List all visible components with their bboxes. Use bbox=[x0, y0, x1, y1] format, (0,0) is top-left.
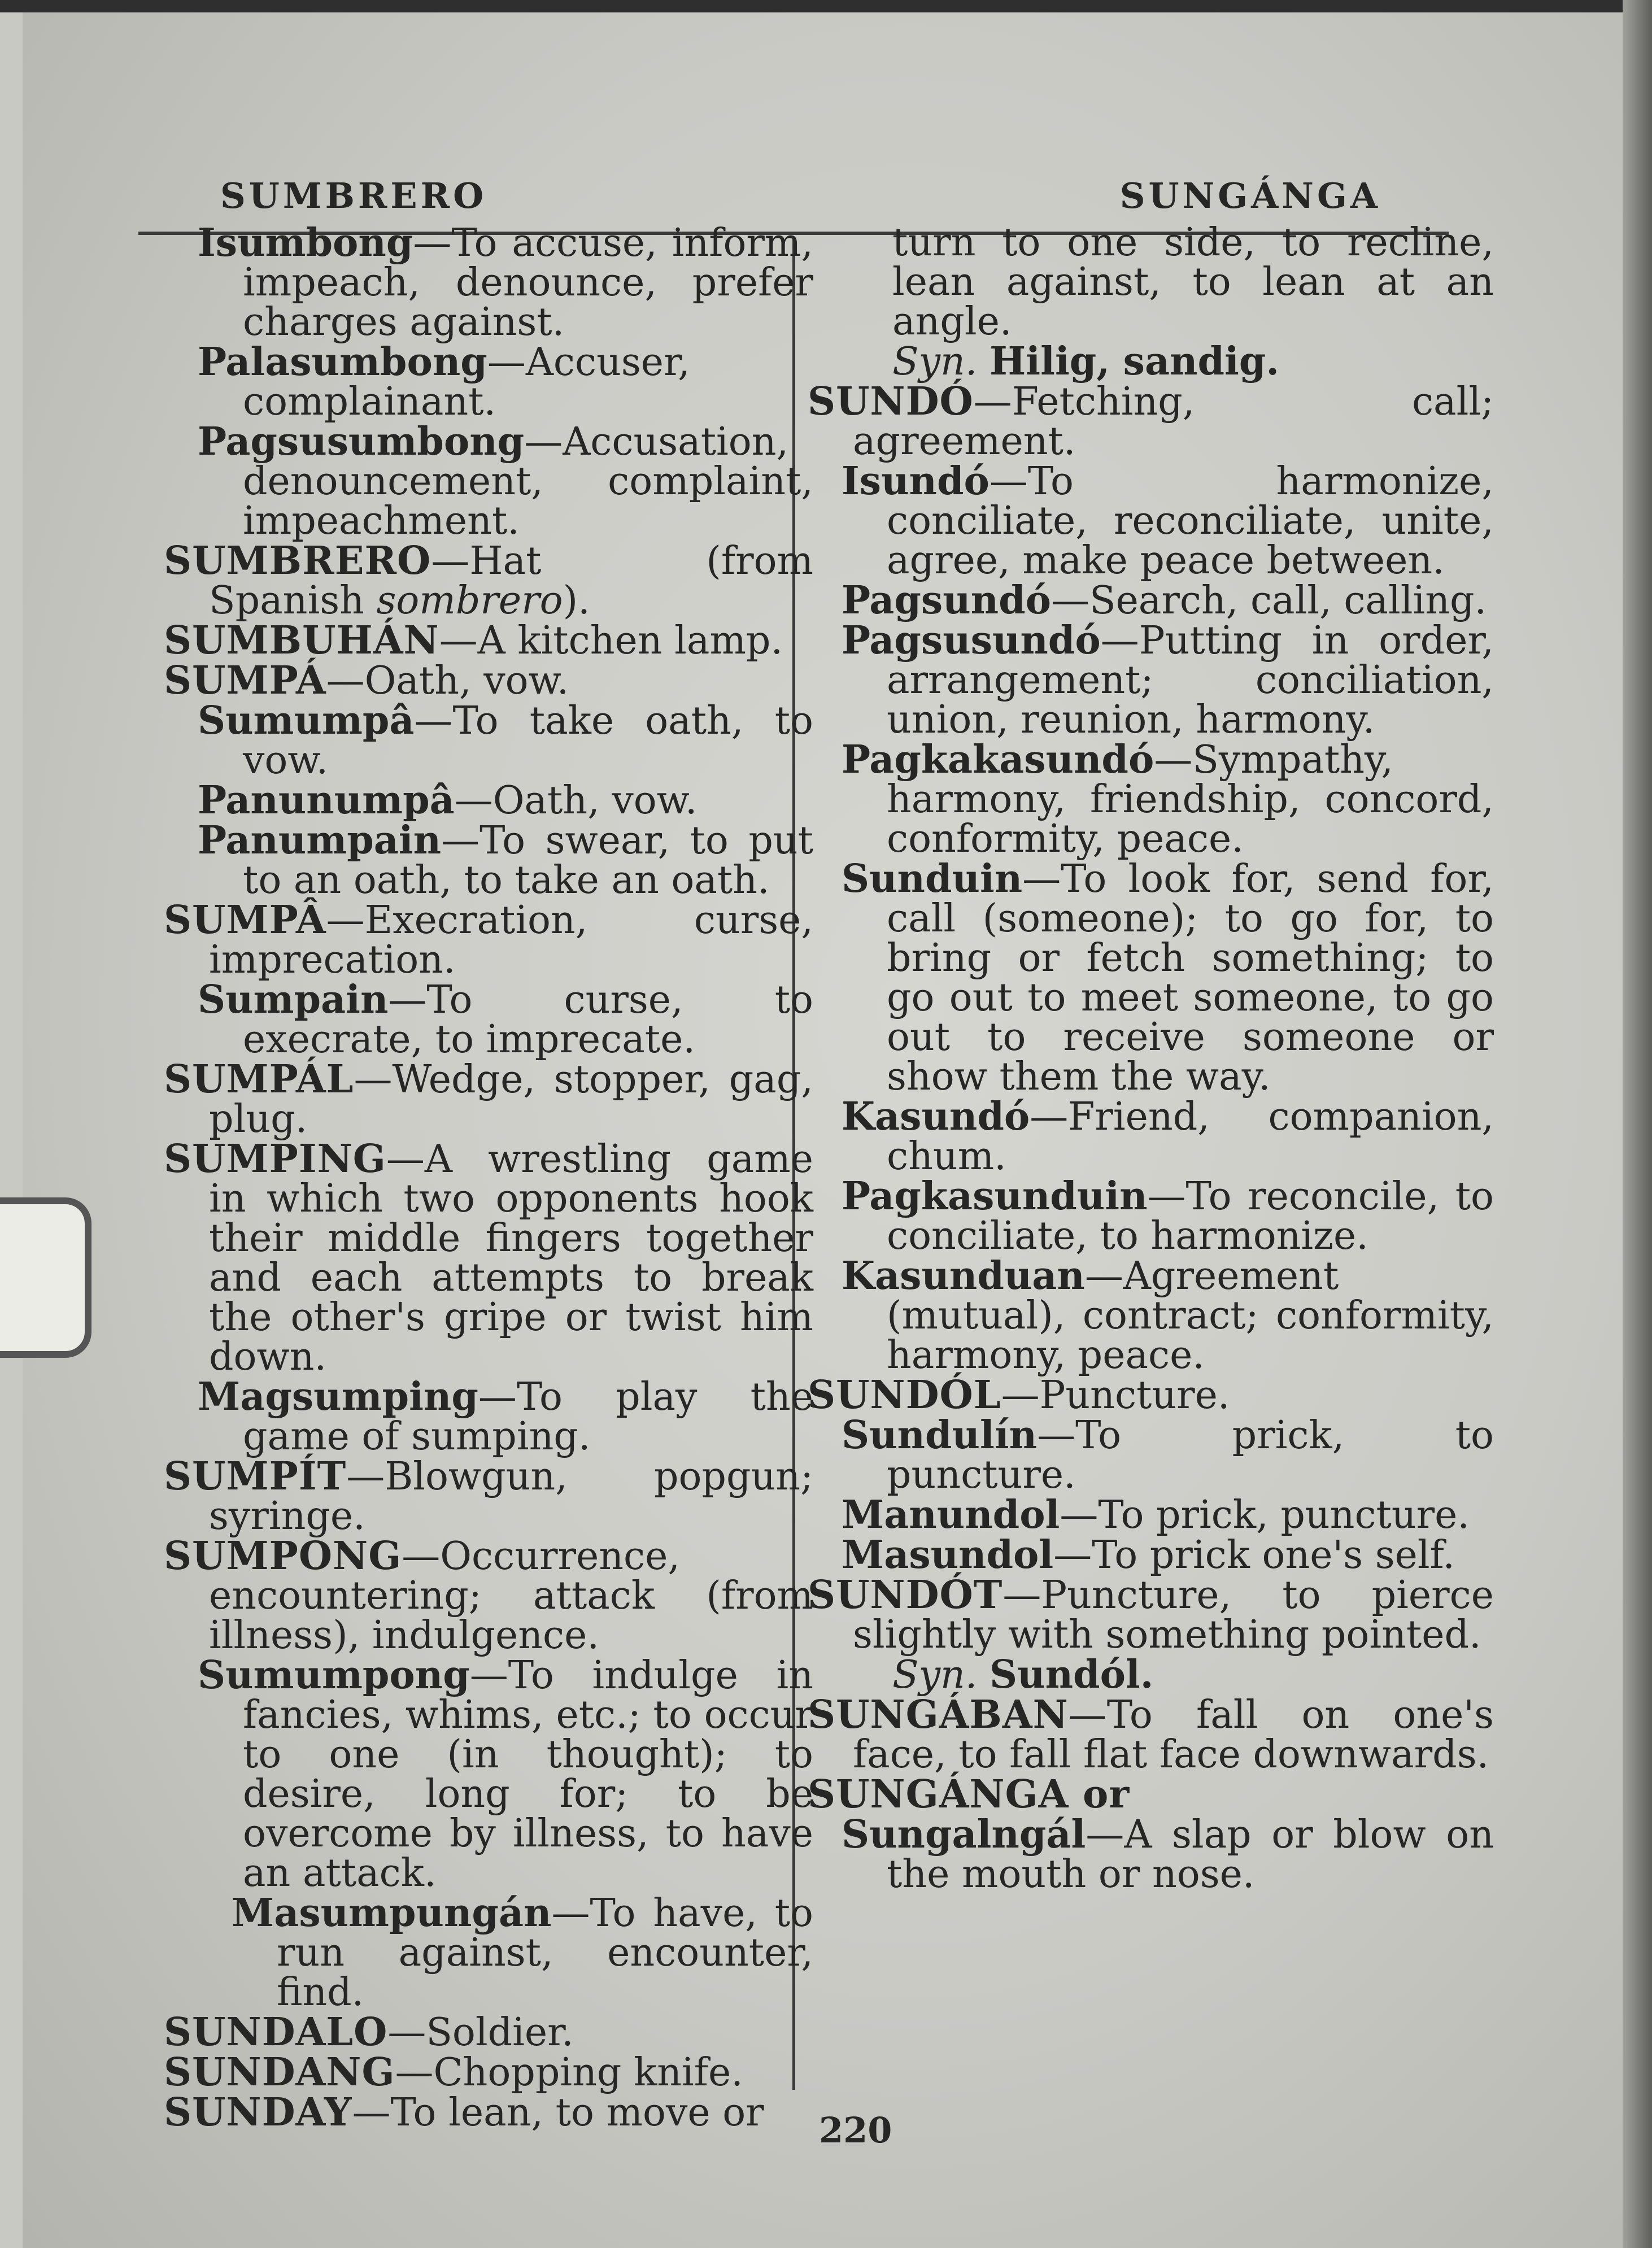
entry-definition: Oath, vow. bbox=[364, 659, 569, 703]
dictionary-entry: Magsumping—To play the game of sumping. bbox=[198, 1374, 813, 1459]
entry-definition: To fall on one's face, to fall flat face downwards. bbox=[853, 1693, 1494, 1777]
entry-headword: Sumpain bbox=[198, 977, 389, 1022]
entry-headword: Pagsundó bbox=[842, 578, 1051, 623]
entry-headword: Kasundó bbox=[842, 1094, 1030, 1139]
entry-headword: Sungalngál bbox=[842, 1812, 1086, 1857]
dictionary-entry: Masumpungán—To have, to run against, encounter, find. bbox=[232, 1890, 813, 2015]
entry-definition: Execration, curse, imprecation. bbox=[209, 898, 813, 982]
right-column bbox=[808, 220, 1494, 1897]
dictionary-entry: Sunduin—To look for, send for, call (someone); to go for, to bring or fetch something; to go out to meet someone, to go out to receive someone or show them the way. bbox=[842, 856, 1494, 1099]
entry-definition: Putting in order, arrangement; conciliation, union, reunion, harmony. bbox=[887, 618, 1494, 742]
dictionary-entry: SUNDÓL—Puncture. bbox=[808, 1373, 1230, 1418]
entry-headword: SUNDALO bbox=[164, 2010, 388, 2055]
entry-definition: Blowgun, popgun; syringe. bbox=[209, 1454, 813, 1539]
entry-headword: Masundol bbox=[842, 1532, 1054, 1578]
dictionary-entry: Panumpain—To swear, to put to an oath, to take an oath. bbox=[198, 818, 813, 903]
entry-definition: turn to one side, to recline, lean against, to lean at an angle. bbox=[892, 220, 1494, 344]
running-header-right: SUNGÁNGA bbox=[1119, 175, 1381, 216]
entry-headword: SUNGÁNGA or bbox=[808, 1772, 1130, 1817]
dictionary-entry: Sumpain—To curse, to execrate, to imprecate. bbox=[198, 977, 813, 1062]
scan-top-edge bbox=[0, 0, 1652, 12]
dictionary-entry: SUMPÂ—Execration, curse, imprecation. bbox=[164, 898, 813, 982]
dictionary-entry bbox=[808, 1772, 1494, 1817]
entry-headword: SUNDÓ bbox=[808, 379, 974, 424]
dictionary-entry: Kasunduan—Agreement (mutual), contract; conformity, harmony, peace. bbox=[842, 1253, 1494, 1378]
left-column bbox=[164, 220, 813, 2135]
entry-headword: Manundol bbox=[842, 1492, 1060, 1537]
entry-definition: Puncture, to pierce slightly with something pointed. bbox=[853, 1573, 1494, 1657]
entry-definition: To accuse, inform, impeach, denounce, prefer charges against. bbox=[243, 221, 813, 345]
entry-headword: Pagsusundó bbox=[842, 618, 1101, 663]
entry-headword: SUMPONG bbox=[164, 1533, 402, 1579]
dictionary-entry: SUNDÓ—Fetching, call; agreement. bbox=[808, 379, 1494, 464]
entry-definition: A wrestling game in which two opponents hook their middle fingers together and each attempts to break the other's gripe or twist him down. bbox=[209, 1137, 813, 1379]
entry-definition: To take oath, to vow. bbox=[243, 699, 813, 783]
dictionary-entry: SUNDÓT—Puncture, to pierce slightly with something pointed. bbox=[808, 1572, 1494, 1657]
dictionary-entry: Masundol—To prick one's self. bbox=[842, 1532, 1455, 1578]
entry-headword: Isumbong bbox=[198, 220, 413, 265]
entry-definition: Accuser, complainant. bbox=[243, 340, 690, 424]
dictionary-entry bbox=[808, 220, 1494, 344]
entry-headword: SUNDÓL bbox=[808, 1373, 1001, 1418]
entry-definition: To play the game of sumping. bbox=[243, 1375, 813, 1459]
dictionary-entry: Isundó—To harmonize, conciliate, reconciliate, unite, agree, make peace between. bbox=[842, 459, 1494, 583]
dictionary-entry: SUMPING—A wrestling game in which two opponents hook their middle fingers together and each attempts to break the other's gripe or twist him down. bbox=[164, 1136, 813, 1379]
entry-headword: Pagkakasundó bbox=[842, 737, 1154, 782]
synonym-words: Hilig, sandig. bbox=[990, 339, 1280, 384]
dictionary-entry: Pagsusumbong—Accusation, denouncement, complaint, impeachment. bbox=[198, 419, 813, 543]
dictionary-entry: SUMBRERO—Hat (from Spanish sombrero). bbox=[164, 538, 813, 623]
entry-headword: Masumpungán bbox=[232, 1890, 552, 1936]
entry-definition: Soldier. bbox=[426, 2010, 574, 2055]
dictionary-entry: SUNDANG—Chopping knife. bbox=[164, 2050, 743, 2095]
dictionary-entry: SUMPÍT—Blowgun, popgun; syringe. bbox=[164, 1454, 813, 1539]
entry-definition: To harmonize, conciliate, reconciliate, unite, agree, make peace between. bbox=[887, 459, 1494, 583]
entry-definition: Friend, companion, chum. bbox=[887, 1095, 1494, 1179]
dictionary-entry: Kasundó—Friend, companion, chum. bbox=[842, 1094, 1494, 1179]
entry-definition: To reconcile, to conciliate, to harmonize. bbox=[887, 1174, 1494, 1258]
dictionary-entry: SUNGÁBAN—To fall on one's face, to fall flat face downwards. bbox=[808, 1692, 1494, 1777]
dictionary-entry: Manundol—To prick, puncture. bbox=[842, 1492, 1470, 1537]
entry-definition: Puncture. bbox=[1039, 1373, 1230, 1418]
synonym-label: Syn. bbox=[892, 339, 978, 384]
entry-headword: Magsumping bbox=[198, 1374, 478, 1419]
entry-headword: Sunduin bbox=[842, 856, 1023, 901]
entry-headword: SUMPÂ bbox=[164, 898, 326, 943]
entry-definition: To prick, puncture. bbox=[1098, 1493, 1470, 1537]
dictionary-entry: Pagsundó—Search, call, calling. bbox=[842, 578, 1487, 623]
entry-headword: SUMPÍT bbox=[164, 1454, 347, 1499]
entry-definition: Agreement (mutual), contract; conformity, harmony, peace. bbox=[887, 1254, 1494, 1378]
entry-definition: Chopping knife. bbox=[433, 2050, 743, 2095]
dictionary-entry: SUNDALO—Soldier. bbox=[164, 2010, 574, 2055]
entry-headword: SUNDAY bbox=[164, 2090, 352, 2135]
dictionary-entry: Sungalngál—A slap or blow on the mouth or nose. bbox=[842, 1812, 1494, 1897]
entry-definition: To look for, send for, call (someone); to go for, to bring or fetch something; to go out to meet someone, to go out to receive someone or show them the way. bbox=[887, 857, 1494, 1099]
entry-definition: To lean, to move or bbox=[390, 2090, 764, 2135]
entry-headword: SUMPÁ bbox=[164, 658, 326, 703]
index-tab bbox=[0, 1197, 91, 1358]
dictionary-entry: Panunumpâ—Oath, vow. bbox=[198, 778, 698, 823]
page-number: 220 bbox=[819, 2110, 892, 2151]
dictionary-entry: SUNDAY—To lean, to move or bbox=[164, 2090, 764, 2135]
entry-definition: Hat (from Spanish bbox=[209, 539, 813, 623]
entry-headword: SUMBRERO bbox=[164, 538, 431, 583]
dictionary-entry: Sumumpâ—To take oath, to vow. bbox=[198, 698, 813, 783]
entry-definition: Oath, vow. bbox=[492, 778, 698, 823]
dictionary-entry: Isumbong—To accuse, inform, impeach, denounce, prefer charges against. bbox=[198, 220, 813, 345]
entry-definition: To swear, to put to an oath, to take an oath. bbox=[243, 818, 813, 903]
entry-headword: SUNGÁBAN bbox=[808, 1692, 1069, 1737]
entry-headword: Kasunduan bbox=[842, 1253, 1085, 1299]
dictionary-entry: SUMPÁL—Wedge, stopper, gag, plug. bbox=[164, 1057, 813, 1142]
entry-definition-end: ). bbox=[563, 578, 590, 623]
entry-headword: Panumpain bbox=[198, 818, 442, 863]
entry-definition: To indulge in fancies, whims, etc.; to occur to one (in thought); to desire, long for; to be overcome by illness, to have an attack. bbox=[243, 1653, 813, 1896]
entry-headword: Sumumpong bbox=[198, 1653, 470, 1698]
entry-definition: Accusation, denouncement, complaint, impeachment. bbox=[243, 420, 813, 543]
dictionary-entry: Sumumpong—To indulge in fancies, whims, etc.; to occur to one (in thought); to desire, long for; to be overcome by illness, to have an attack. bbox=[198, 1653, 813, 1896]
dictionary-entry: SUMPONG—Occurrence, encountering; attack (from illness), indulgence. bbox=[164, 1533, 813, 1658]
entry-headword: Sundulín bbox=[842, 1413, 1038, 1458]
entry-headword: SUMPING bbox=[164, 1136, 386, 1182]
entry-definition: Sympathy, harmony, friendship, concord, conformity, peace. bbox=[887, 738, 1494, 861]
entry-headword: Panunumpâ bbox=[198, 778, 455, 823]
dictionary-entry bbox=[808, 1652, 1494, 1697]
dictionary-entry: Sundulín—To prick, to puncture. bbox=[842, 1413, 1494, 1497]
entry-definition: To have, to run against, encounter, find. bbox=[277, 1891, 813, 2015]
entry-definition: A slap or blow on the mouth or nose. bbox=[887, 1813, 1494, 1897]
dictionary-entry: Pagkakasundó—Sympathy, harmony, friendship, concord, conformity, peace. bbox=[842, 737, 1494, 861]
entry-headword: Palasumbong bbox=[198, 339, 487, 385]
entry-definition: Search, call, calling. bbox=[1089, 578, 1487, 623]
running-header-left: SUMBRERO bbox=[220, 175, 487, 216]
entry-headword: Pagsusumbong bbox=[198, 419, 525, 464]
entry-italic: sombrero bbox=[376, 578, 563, 623]
entry-definition: To prick, to puncture. bbox=[887, 1413, 1494, 1497]
entry-definition: To prick one's self. bbox=[1092, 1533, 1455, 1578]
dictionary-entry: Pagsusundó—Putting in order, arrangement; conciliation, union, reunion, harmony. bbox=[842, 618, 1494, 742]
dictionary-entry: SUMBUHÁN—A kitchen lamp. bbox=[164, 618, 783, 663]
entry-headword: Isundó bbox=[842, 459, 990, 504]
entry-definition: To curse, to execrate, to imprecate. bbox=[243, 978, 813, 1062]
dictionary-entry: Palasumbong—Accuser, complainant. bbox=[198, 339, 690, 424]
entry-definition: Occurrence, encountering; attack (from illness), indulgence. bbox=[209, 1534, 813, 1658]
entry-headword: Pagkasunduin bbox=[842, 1174, 1148, 1219]
entry-definition: A kitchen lamp. bbox=[477, 618, 783, 663]
entry-headword: SUNDANG bbox=[164, 2050, 395, 2095]
entry-headword: Sumumpâ bbox=[198, 698, 415, 743]
entry-headword: SUMBUHÁN bbox=[164, 618, 439, 663]
entry-headword: SUMPÁL bbox=[164, 1057, 354, 1102]
synonym-label: Syn. bbox=[892, 1653, 978, 1697]
entry-definition: Fetching, call; agreement. bbox=[853, 380, 1494, 464]
scan-right-edge bbox=[1623, 0, 1652, 2248]
dictionary-entry bbox=[808, 339, 1494, 384]
entry-definition: Wedge, stopper, gag, plug. bbox=[209, 1057, 813, 1142]
dictionary-entry: SUMPÁ—Oath, vow. bbox=[164, 658, 569, 703]
entry-headword: SUNDÓT bbox=[808, 1572, 1003, 1618]
dictionary-entry: Pagkasunduin—To reconcile, to conciliate, to harmonize. bbox=[842, 1174, 1494, 1258]
synonym-words: Sundól. bbox=[990, 1652, 1154, 1697]
